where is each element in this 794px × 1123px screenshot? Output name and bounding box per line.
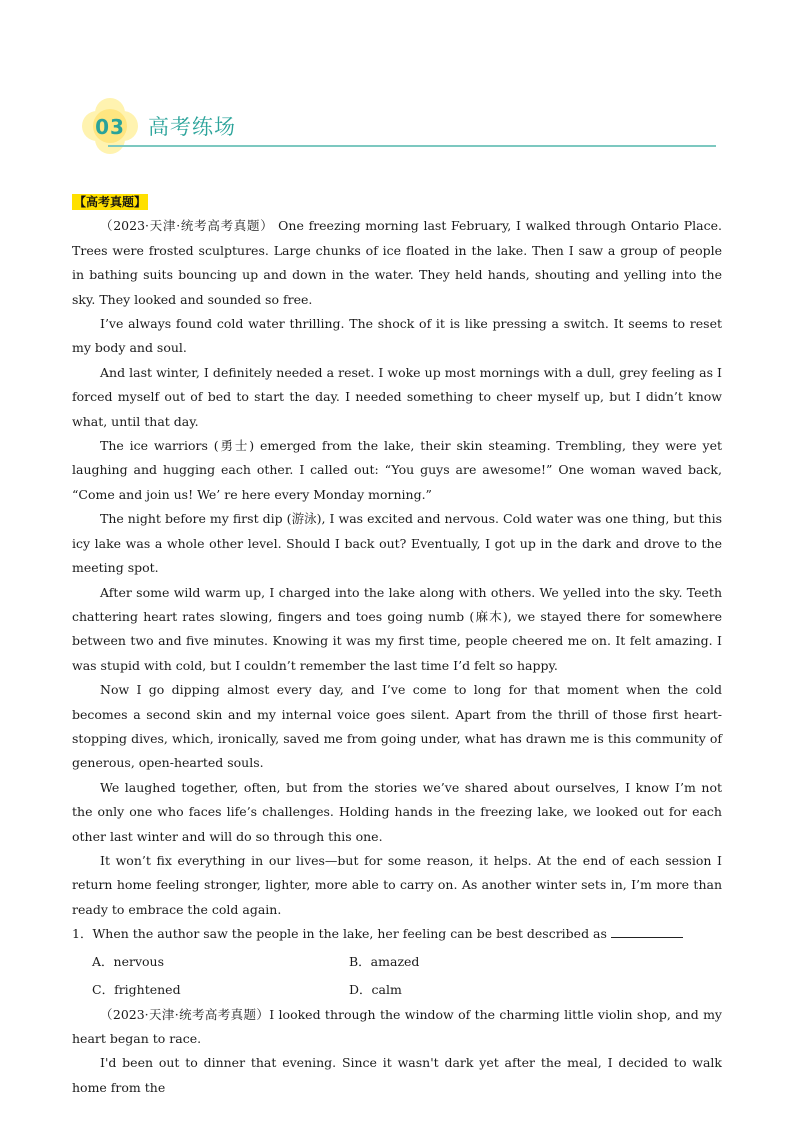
- option-b: B．amazed: [349, 953, 420, 969]
- passage-1: [72, 214, 722, 922]
- section-number: 03: [95, 115, 125, 139]
- paragraph: I'd been out to dinner that evening. Since it wasn't dark yet after the meal, I decided to walk home from the: [72, 1055, 722, 1095]
- passage-2: [72, 1003, 722, 1101]
- section-divider: [108, 145, 716, 147]
- paragraph: Now I go dipping almost every day, and I’ve come to long for that moment when the cold becomes a second skin and my internal voice goes silent. Apart from the thrill of those first heart-stopping dives, which, ironically, saved me from going under, what has drawn me is this community of generous, open-hearted souls.: [72, 682, 722, 771]
- options-row-2: [72, 977, 722, 1003]
- option-a: A．nervous: [92, 953, 165, 969]
- options-row-1: [72, 949, 722, 975]
- paragraph: I’ve always found cold water thrilling. The shock of it is like pressing a switch. It seems to reset my body and soul.: [72, 316, 722, 356]
- document-body: [72, 190, 722, 1100]
- paragraph: After some wild warm up, I charged into the lake along with others. We yelled into the sky. Teeth chattering heart rates slowing, fingers and toes going numb (麻木), we stayed there for somewhere between two and five minutes. Knowing it was my first time, people cheered me on. It felt amazing. I was stupid with cold, but I couldn’t remember the last time I’d felt so happy.: [72, 584, 722, 673]
- section-header: [80, 96, 720, 156]
- answer-blank: [611, 925, 683, 938]
- paragraph: The night before my first dip (游泳), I was excited and nervous. Cold water was one thing, but this icy lake was a whole other level. Should I back out? Eventually, I got up in the dark and drove to the meeting spot.: [72, 511, 722, 576]
- paragraph: We laughed together, often, but from the stories we’ve shared about ourselves, I know I’m not the only one who faces life’s challenges. Holding hands in the freezing lake, we looked out for each other last winter and will do so through this one.: [72, 779, 722, 844]
- paragraph: And last winter, I definitely needed a reset. I woke up most mornings with a dull, grey feeling as I forced myself out of bed to start the day. I needed something to cheer myself up, but I didn’t know what, until that day.: [72, 364, 722, 429]
- section-title: 高考练场: [148, 115, 236, 139]
- section-tag: 【高考真题】: [74, 195, 147, 209]
- question-stem: 1．When the author saw the people in the lake, her feeling can be best described as: [72, 926, 607, 942]
- paragraph: It won’t fix everything in our lives—but for some reason, it helps. At the end of each session I return home feeling stronger, lighter, more able to carry on. As another winter sets in, I’m more than ready to embrace the cold again.: [72, 852, 722, 917]
- question-1: [72, 922, 722, 946]
- option-c: C．frightened: [92, 981, 181, 997]
- option-d: D．calm: [349, 981, 402, 997]
- paragraph: （2023·天津·统考高考真题） One freezing morning last February, I walked through Ontario Place. Trees were frosted sculptures. Large chunks of ice floated in the lake. Then I saw a group of people in bathing suits bouncing up and down in the water. They held hands, shouting and yelling into the sky. They looked and sounded so free.: [72, 218, 722, 307]
- paragraph: The ice warriors (勇士) emerged from the lake, their skin steaming. Trembling, they were yet laughing and hugging each other. I called out: “You guys are awesome!” One woman waved back, “Come and join us! We’ re here every Monday morning.”: [72, 438, 722, 502]
- paragraph: （2023·天津·统考高考真题）I looked through the window of the charming little violin shop, and my heart began to race.: [72, 1006, 722, 1046]
